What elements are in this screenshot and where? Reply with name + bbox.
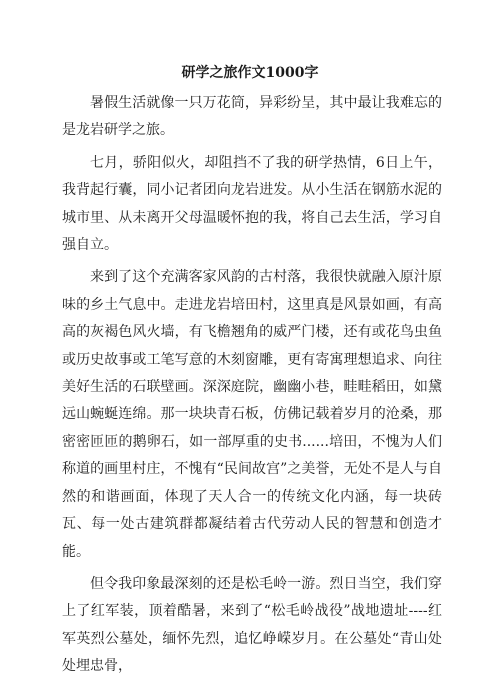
document-title: 研学之旅作文1000字 — [181, 65, 319, 81]
paragraph-1: 暑假生活就像一只万花筒，异彩纷呈，其中最让我难忘的是龙岩研学之旅。 — [62, 95, 442, 139]
paragraph-3: 来到了这个充满客家风韵的古村落，我很快就融入原汁原味的乡土气息中。走进龙岩培田村，这里真是风景如画，有高高的灰褐色风火墙，有飞檐翘角的威严门楼，还有或花鸟虫鱼或历史故事或工笔写意的木刻窗雕，更有寄寓理想追求、向往美好生活的石联壁画。深深庭院，幽幽小巷，畦畦稻田，如黛远山蜿蜒连绵。那一块块青石板，仿佛记载着岁月的沧桑，那密密匝匝的鹅卵石，如一部厚重的史书......培田，不愧为人们称道的画里村庄，不愧有“民间故宫”之美誉，无处不是人与自然的和谐画面，体现了天人合一的传统文化内涵，每一块砖瓦、每一处古建筑群都凝结着古代劳动人民的智慧和创造才能。 — [62, 269, 442, 560]
document-body — [62, 90, 442, 686]
paragraph-4: 但令我印象最深刻的还是松毛岭一游。烈日当空，我们穿上了红军装，顶着酷暑，来到了“松毛岭战役”战地遗址----红军英烈公墓处，缅怀先烈，追忆峥嵘岁月。在公墓处“青山处处埋忠骨， — [62, 575, 442, 675]
paragraph-2: 七月，骄阳似火，却阻挡不了我的研学热情，6日上午，我背起行囊，同小记者团向龙岩进发。从小生活在钢筋水泥的城市里、从未离开父母温暖怀抱的我，将自己去生活，学习自强自立。 — [62, 154, 442, 254]
